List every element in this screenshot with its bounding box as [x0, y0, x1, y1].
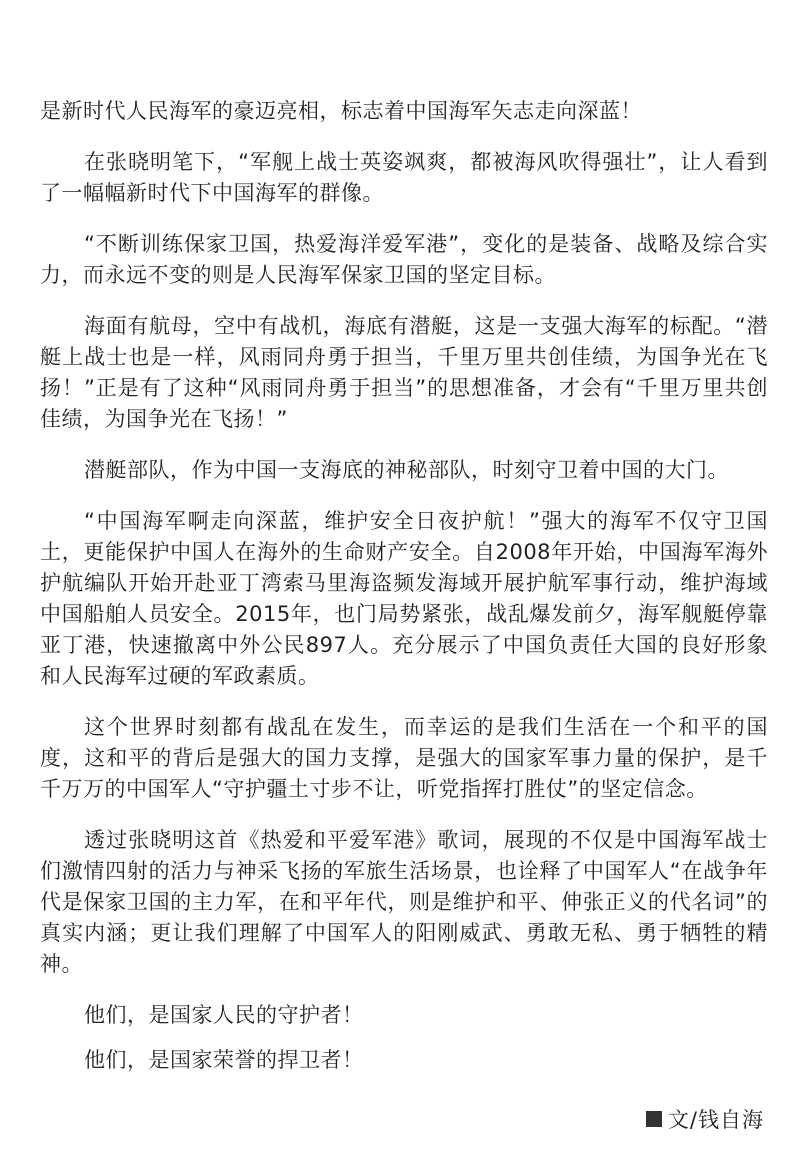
paragraph-9: 他们，是国家人民的守护者！	[84, 1003, 364, 1027]
paragraph-6: “中国海军啊走向深蓝，维护安全日夜护航！”强大的海军不仅守卫国土，更能保护中国人在海外的生命财产安全。自2008年开始，中国海军海外护航编队开始开赴亚丁湾索马里海盗频发海域开展护航军事行动，维护海域中国船舶人员安全。2015年，也门局势紧张，战乱爆发前夕，海军舰艇停靠亚丁港，快速撤离中外公民897人。充分展示了中国负责任大国的良好形象和人民海军过硬的军政素质。	[40, 509, 768, 688]
paragraph-1: 是新时代人民海军的豪迈亮相，标志着中国海军矢志走向深蓝！	[40, 99, 642, 123]
byline	[646, 1104, 764, 1134]
byline-text: 文/钱自海	[667, 1108, 764, 1132]
paragraph-4: 海面有航母，空中有战机，海底有潜艇，这是一支强大海军的标配。“潜艇上战士也是一样，风雨同舟勇于担当，千里万里共创佳绩，为国争光在飞扬！”正是有了这种“风雨同舟勇于担当”的思想准备，才会有“千里万里共创佳绩，为国争光在飞扬！”	[40, 314, 768, 431]
paragraph-8: 透过张晓明这首《热爱和平爱军港》歌词，展现的不仅是中国海军战士们激情四射的活力与神采飞扬的军旅生活场景，也诠释了中国军人“在战争年代是保家卫国的主力军，在和平年代，则是维护和平、伸张正义的代名词”的真实内涵；更让我们理解了中国军人的阳刚威武、勇敢无私、勇于牺牲的精神。	[40, 828, 768, 976]
paragraph-10: 他们，是国家荣誉的捍卫者！	[84, 1048, 364, 1072]
paragraph-7: 这个世界时刻都有战乱在发生，而幸运的是我们生活在一个和平的国度，这和平的背后是强大的国力支撑，是强大的国家军事力量的保护，是千千万万的中国军人“守护疆土寸步不让，听党指挥打胜仗”的坚定信念。	[40, 715, 768, 801]
black-square-icon	[646, 1111, 662, 1127]
article-body	[40, 96, 768, 1090]
paragraph-3: “不断训练保家卫国，热爱海洋爱军港”，变化的是装备、战略及综合实力，而永远不变的则是人民海军保家卫国的坚定目标。	[40, 232, 768, 287]
paragraph-2: 在张晓明笔下，“军舰上战士英姿飒爽，都被海风吹得强壮”，让人看到了一幅幅新时代下中国海军的群像。	[40, 150, 768, 205]
paragraph-5: 潜艇部队，作为中国一支海底的神秘部队，时刻守卫着中国的大门。	[84, 458, 729, 482]
